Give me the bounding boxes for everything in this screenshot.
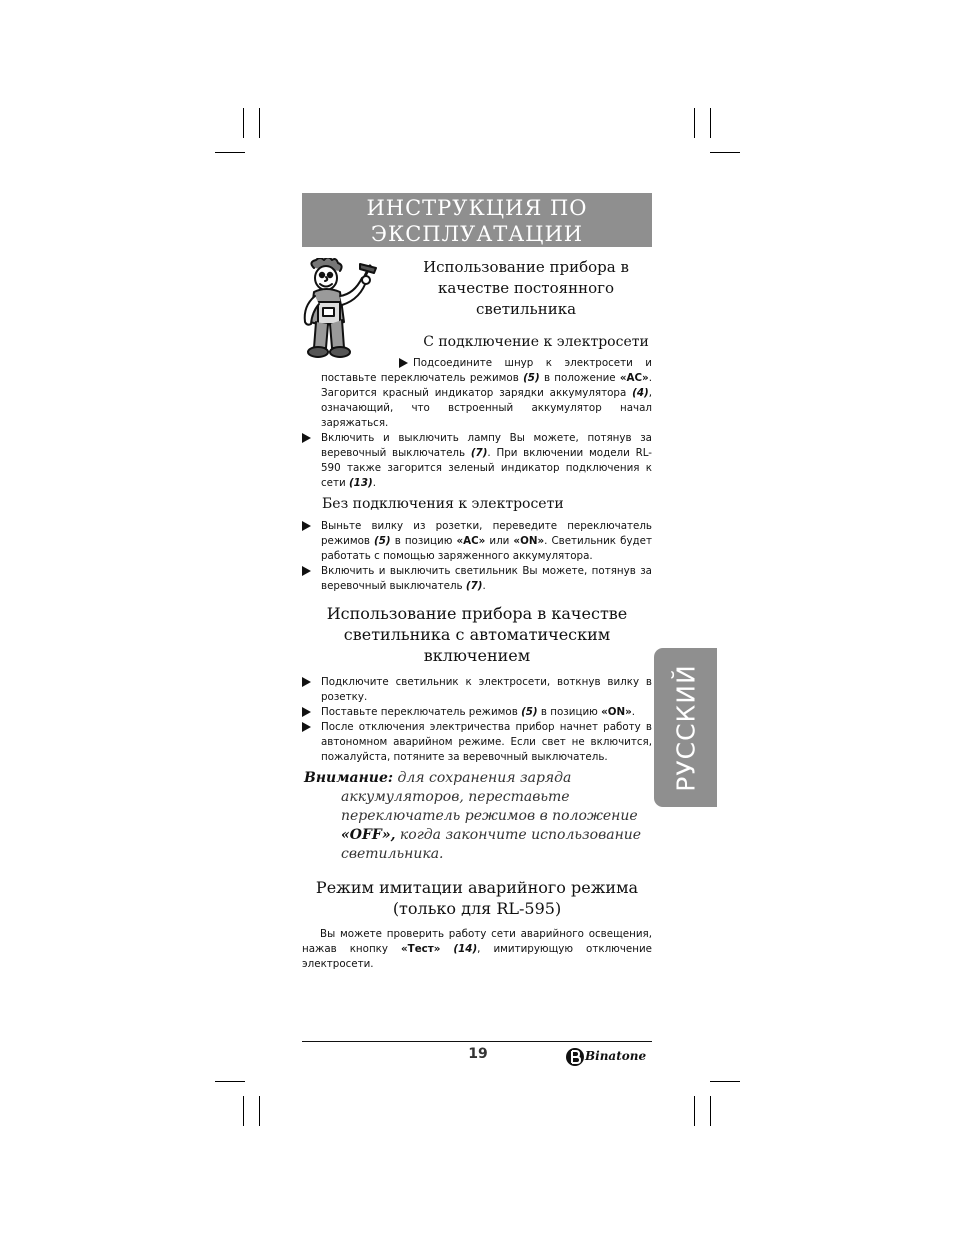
mode-label: «ON»	[513, 535, 545, 547]
ref-number: (5)	[521, 706, 538, 718]
subheading-without-mains: Без подключения к электросети	[322, 496, 564, 512]
crop-mark	[259, 1096, 260, 1126]
bullet-arrow-icon	[399, 358, 408, 368]
list-item-text: , означающий, что встроенный аккумулятор начал заряжаться.	[321, 387, 652, 429]
warning-label: Внимание:	[304, 770, 394, 786]
crop-mark	[710, 152, 740, 153]
paragraph-text: , имитирующую отключение электросети.	[302, 943, 652, 970]
list-item	[302, 564, 652, 594]
mode-label: «AC»	[619, 372, 649, 384]
list-item	[302, 675, 652, 705]
handyman-illustration	[300, 258, 408, 366]
crop-mark	[243, 1096, 244, 1126]
list-item-text: в положение	[539, 372, 620, 384]
bullet-arrow-icon	[302, 707, 311, 717]
section-heading-line3: светильника	[475, 300, 577, 318]
list-item-text: в позицию	[537, 706, 602, 718]
ref-number: (7)	[465, 580, 483, 592]
language-tab	[654, 648, 717, 807]
warning-text: для сохранения заряда	[393, 770, 572, 786]
page-title	[302, 193, 652, 247]
list-item	[302, 720, 652, 765]
page-title-line2: ЭКСПЛУАТАЦИИ	[370, 222, 584, 246]
crop-mark	[710, 1096, 711, 1126]
section-heading-line2: (только для RL-595)	[392, 899, 562, 918]
ref-number: (13)	[348, 477, 373, 489]
bullet-arrow-icon	[302, 521, 311, 531]
warning-text: переключатель режимов в положение	[341, 808, 638, 824]
paragraph	[302, 927, 652, 972]
list-item-text: После отключения электричества прибор начнет работу в автономном аварийном режиме. Если свет не включится, пожалуйста, потяните за веревочный выключатель.	[321, 721, 652, 763]
ref-number: (14)	[453, 943, 478, 955]
crop-mark	[259, 108, 260, 138]
section-heading	[302, 603, 652, 666]
list-item-text: .	[482, 580, 486, 592]
ref-number: (5)	[523, 372, 540, 384]
list-item-text: Подключите светильник к электросети, воткнув вилку в розетку.	[321, 676, 652, 703]
brand-logo	[565, 1046, 655, 1068]
crop-mark	[243, 108, 244, 138]
button-label: «Тест»	[401, 943, 441, 955]
section-heading-line1: Режим имитации аварийного режима	[315, 878, 639, 897]
warning-text: светильника.	[341, 846, 444, 862]
crop-mark	[215, 152, 245, 153]
subheading-with-mains: С подключение к электросети	[423, 334, 649, 350]
section-heading-line2: качестве постоянного	[437, 279, 615, 297]
list-item	[302, 519, 652, 564]
section-heading-line2: светильника с автоматическим	[343, 625, 611, 644]
list-item-text: Включить и выключить светильник Вы можете, потянув за веревочный выключатель	[321, 565, 652, 592]
language-tab-label: РУССКИЙ	[671, 663, 700, 792]
section-heading-line1: Использование прибора в	[423, 258, 629, 276]
warning-note	[304, 769, 654, 864]
mode-label: «OFF»,	[341, 827, 396, 843]
paragraph-text: Вы можете проверить работу сети аварийного освещения, нажав кнопку	[302, 928, 652, 955]
bullet-arrow-icon	[302, 722, 311, 732]
list-item-text: в позицию	[390, 535, 457, 547]
list-item-text: . Загорится красный индикатор зарядки аккумулятора	[321, 372, 652, 399]
footer-divider	[302, 1041, 652, 1042]
list-item-text: . При включении модели RL-590 также загорится зеленый индикатор подключения к сети	[321, 447, 652, 489]
crop-mark	[694, 1096, 695, 1126]
list-item	[302, 705, 652, 720]
list-item-text: . Светильник будет работать с помощью заряженного аккумулятора.	[321, 535, 652, 562]
ref-number: (4)	[632, 387, 649, 399]
section-heading-line3: включением	[423, 646, 531, 665]
crop-mark	[710, 108, 711, 138]
crop-mark	[215, 1081, 245, 1082]
section-heading	[302, 877, 652, 919]
brand-logo-icon	[565, 1047, 585, 1067]
list-item-text: .	[631, 706, 636, 718]
list-item-text: Выньте вилку из розетки, переведите переключатель режимов	[321, 520, 652, 547]
mode-label: «ON»	[601, 706, 632, 718]
list-item-text: Включить и выключить лампу Вы можете, потянув за веревочный выключатель	[321, 432, 652, 459]
section-heading	[408, 257, 644, 320]
list-item-text: или	[485, 535, 514, 547]
warning-text: когда закончите использование	[395, 827, 642, 843]
crop-mark	[694, 108, 695, 138]
list-item-text: Поставьте переключатель режимов	[321, 706, 522, 718]
list-item-text: .	[372, 477, 376, 489]
brand-name: Binatone	[585, 1049, 647, 1063]
page-number: 19	[468, 1046, 488, 1062]
mode-label: «AC»	[456, 535, 486, 547]
ref-number: (5)	[374, 535, 391, 547]
section-heading-line1: Использование прибора в качестве	[326, 604, 628, 623]
bullet-arrow-icon	[302, 677, 311, 687]
ref-number: (7)	[470, 447, 488, 459]
warning-text: аккумуляторов, переставьте	[341, 789, 570, 805]
list-item	[302, 431, 652, 491]
crop-mark	[710, 1081, 740, 1082]
bullet-arrow-icon	[302, 566, 311, 576]
list-item-text: Подсоедините шнур к электросети и поставьте переключатель режимов	[321, 357, 652, 384]
page-title-line1: ИНСТРУКЦИЯ ПО	[366, 196, 588, 220]
list-item	[321, 356, 652, 431]
bullet-arrow-icon	[302, 433, 311, 443]
